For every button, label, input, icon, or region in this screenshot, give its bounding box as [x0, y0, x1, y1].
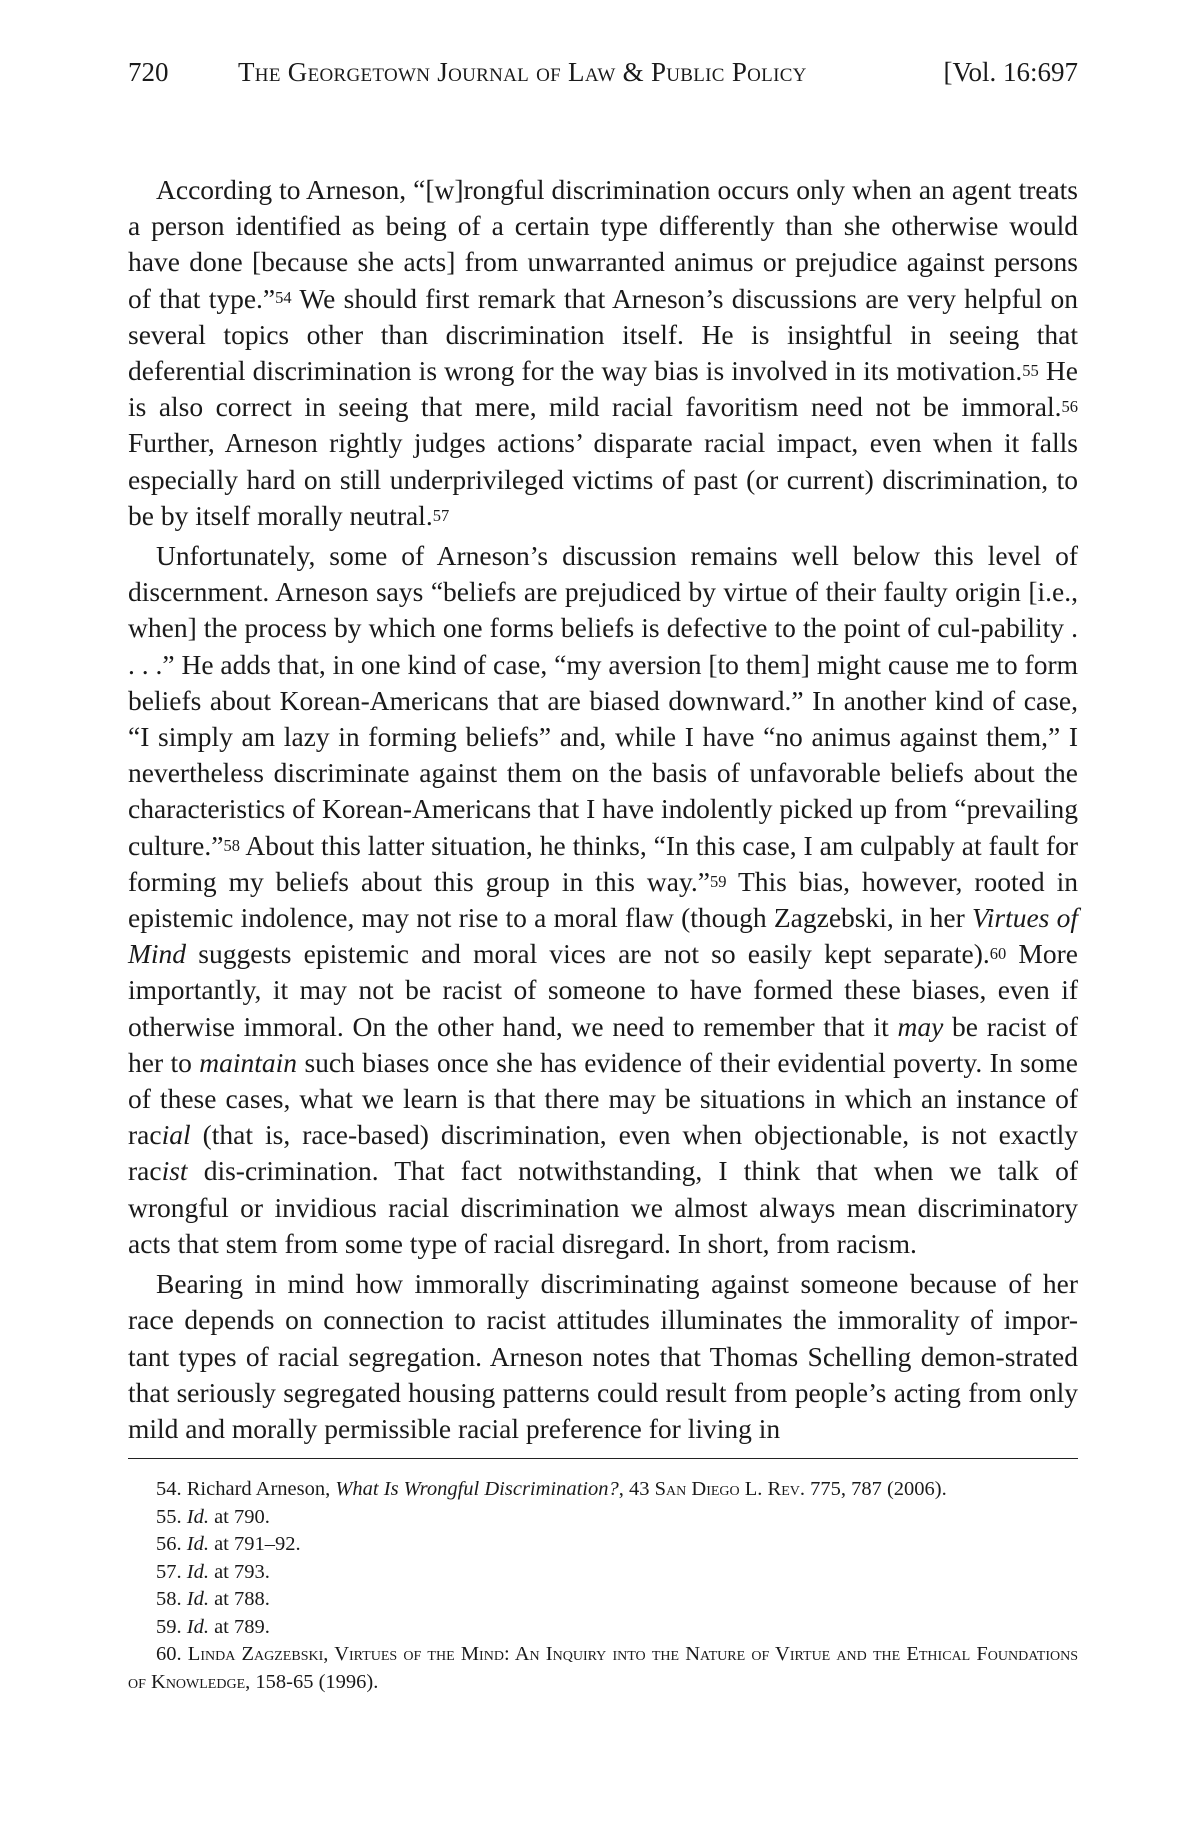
- footnotes: [128, 1476, 1078, 1696]
- footnote-text: 775, 787 (2006).: [804, 1478, 947, 1500]
- id-signal: Id.: [186, 1615, 209, 1638]
- footnote-number: 59.: [156, 1615, 182, 1638]
- footnote-ref-59[interactable]: 59: [710, 871, 727, 891]
- text-run: More importantly, it may not be racist of someone to have formed these biases, even if otherwise immoral. On the other hand, we need to remember that it: [128, 938, 1078, 1042]
- footnote-55: [128, 1504, 1078, 1532]
- footnote-ref-56[interactable]: 56: [1061, 397, 1078, 417]
- footnote-number: 54.: [156, 1478, 182, 1500]
- id-signal: Id.: [186, 1533, 209, 1555]
- footnote-59: [128, 1614, 1078, 1642]
- emphasis: ial: [161, 1119, 191, 1151]
- footnote-ref-60[interactable]: 60: [989, 944, 1007, 964]
- text-run: Bearing in mind how immorally discriminating against someone because of her race depends on connection to racist attitudes illuminates the immorality of impor-tant types of racial segregation. Arneson notes that Thomas Schelling demon-strated that seriously segregated housing patterns could result from people’s acting from only mild and morally permissible racial preference for living in: [128, 1268, 1078, 1444]
- journal-title: The Georgetown Journal of Law & Public Policy: [238, 57, 807, 87]
- text-run: According to Arneson, “[w]rongful discrimination occurs only when an agent treats a person identified as being of a certain type differently than she otherwise would have done [because she acts] from unwarranted animus or prejudice against persons of that type.”: [128, 174, 1078, 314]
- text-run: He is also correct in seeing that mere, mild racial favoritism need not be immoral.: [128, 355, 1078, 423]
- footnote-text: at 790.: [208, 1505, 270, 1528]
- footnote-number: 55.: [156, 1505, 182, 1528]
- text-run: (that is, race-based) discrimination, even when objectionable, is not exactly rac: [128, 1119, 1078, 1187]
- text-run: This bias, however, rooted in epistemic indolence, may not rise to a moral flaw (though Zagzebski, in her: [128, 865, 1078, 934]
- footnote-text: , 158-65 (1996).: [245, 1670, 379, 1693]
- footnote-58: [128, 1586, 1078, 1614]
- footnote-text: at 791–92.: [208, 1533, 301, 1555]
- paragraph-2: [128, 538, 1078, 1262]
- id-signal: Id.: [186, 1505, 209, 1528]
- footnote-text: at 793.: [208, 1560, 270, 1583]
- footnote-text: , 43: [618, 1478, 655, 1500]
- footnote-text: Richard Arneson,: [181, 1478, 336, 1500]
- article-title: What Is Wrongful Discrimination?: [335, 1478, 619, 1500]
- text-run: About this latter situation, he thinks, “In this case, I am culpably at fault for forming my beliefs about this group in this way.”: [128, 829, 1078, 897]
- footnote-ref-54[interactable]: 54: [275, 288, 292, 308]
- footnote-number: 58.: [156, 1588, 182, 1610]
- text-run: Unfortunately, some of Arneson’s discussion remains well below this level of discernment. Arneson says “beliefs are prejudiced by virtue of their faulty origin [i.e., when] the process by which one forms beliefs is defective to the point of cul-pability . . . .” He adds that, in one kind of case, “my aversion [to them] might cause me to form beliefs about Korean-Americans that are biased downward.” In another kind of case, “I simply am lazy in forming beliefs” and, while I have “no animus against them,” I nevertheless discriminate against them on the basis of unfavorable beliefs about the characteristics of Korean-Americans that I have indolently picked up from “prevailing culture.”: [128, 540, 1079, 861]
- running-header: [128, 52, 1078, 92]
- footnote-ref-58[interactable]: 58: [223, 835, 240, 855]
- text-run: be racist of her to: [128, 1010, 1078, 1078]
- footnote-text: at 789.: [208, 1615, 270, 1638]
- paragraph-1: [128, 172, 1078, 534]
- emphasis: maintain: [199, 1046, 298, 1078]
- footnote-54: [128, 1476, 1078, 1504]
- emphasis: ist: [161, 1155, 188, 1187]
- journal-name: San Diego L. Rev.: [654, 1478, 805, 1500]
- text-run: We should first remark that Arneson’s discussions are very helpful on several topics other than discrimination itself. He is insightful in seeing that deferential discrimination is wrong for the way bias is involved in its motivation.: [128, 282, 1078, 387]
- footnote-number: 57.: [156, 1560, 182, 1583]
- volume-citation: [Vol. 16:697: [943, 57, 1078, 87]
- paragraph-3: [128, 1266, 1078, 1447]
- footnote-divider: [128, 1458, 1078, 1459]
- text-run: Further, Arneson rightly judges actions’ disparate racial impact, even when it falls especially hard on still underprivileged victims of past (or current) discrimination, to be by itself morally neutral.: [128, 427, 1078, 531]
- body-text: [128, 172, 1078, 1447]
- footnote-56: [128, 1531, 1078, 1559]
- text-run: such biases once she has evidence of their evidential poverty. In some of these cases, what we learn is that there may be situations in which an instance of rac: [128, 1046, 1078, 1151]
- footnote-text: at 788.: [208, 1588, 270, 1610]
- footnote-ref-57[interactable]: 57: [432, 505, 450, 525]
- footnote-number: 60.: [156, 1643, 182, 1665]
- footnote-number: 56.: [156, 1533, 182, 1555]
- text-run: dis-crimination. That fact notwithstanding, I think that when we talk of wrongful or invidious racial discrimination we almost always mean discriminatory acts that stem from some type of racial disregard. In short, from racism.: [128, 1155, 1078, 1259]
- id-signal: Id.: [186, 1588, 209, 1610]
- footnote-ref-55[interactable]: 55: [1022, 360, 1039, 380]
- footnote-57: [128, 1559, 1078, 1587]
- book-title: Virtues of Mind: [128, 902, 1078, 970]
- footnote-60: [128, 1641, 1078, 1696]
- id-signal: Id.: [186, 1560, 209, 1583]
- book-citation: Linda Zagzebski, Virtues of the Mind: An Inquiry into the Nature of Virtue and the Ethical Foundations of Knowledge: [128, 1643, 1078, 1693]
- text-run: suggests epistemic and moral vices are not so easily kept separate).: [186, 938, 990, 970]
- emphasis: may: [897, 1010, 944, 1042]
- page-number: 720: [128, 57, 169, 87]
